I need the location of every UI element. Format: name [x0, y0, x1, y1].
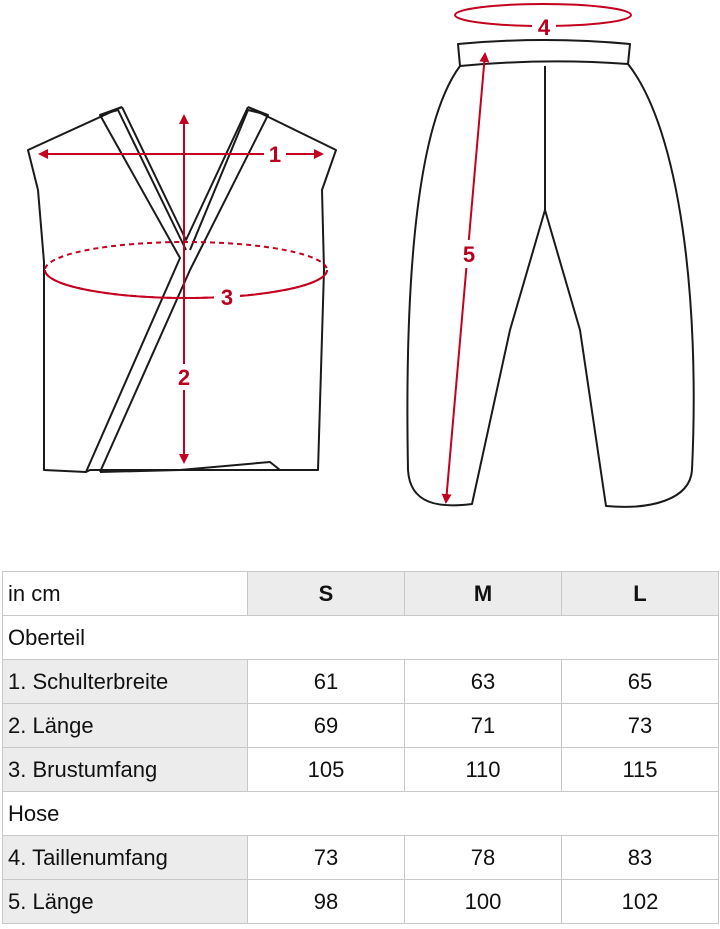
pants-outline: [407, 40, 693, 507]
row-label: 1. Schulterbreite: [3, 660, 248, 704]
section-title-oberteil: Oberteil: [3, 616, 719, 660]
size-header-m: M: [405, 572, 562, 616]
table-header-row: [3, 572, 719, 616]
row-label: 2. Länge: [3, 704, 248, 748]
size-header-s: S: [248, 572, 405, 616]
row-label: 3. Brustumfang: [3, 748, 248, 792]
measure-line-5: [446, 54, 485, 502]
section-title-hose: Hose: [3, 792, 719, 836]
row-label: 4. Taillenumfang: [3, 836, 248, 880]
cell-value: 102: [562, 880, 719, 924]
cell-value: 100: [405, 880, 562, 924]
cell-value: 65: [562, 660, 719, 704]
cell-value: 105: [248, 748, 405, 792]
section-row: [3, 616, 719, 660]
table-row: [3, 660, 719, 704]
table-row: [3, 880, 719, 924]
size-header-l: L: [562, 572, 719, 616]
cell-value: 98: [248, 880, 405, 924]
unit-label: in cm: [3, 572, 248, 616]
measure-label-3: 3: [220, 285, 234, 310]
cell-value: 63: [405, 660, 562, 704]
table-row: [3, 748, 719, 792]
row-label: 5. Länge: [3, 880, 248, 924]
cell-value: 110: [405, 748, 562, 792]
cell-value: 71: [405, 704, 562, 748]
table-row: [3, 836, 719, 880]
measure-label-5: 5: [462, 242, 476, 267]
cell-value: 115: [562, 748, 719, 792]
measure-label-1: 1: [268, 142, 282, 167]
cell-value: 73: [562, 704, 719, 748]
size-table: [2, 571, 719, 924]
measure-label-4: 4: [537, 15, 551, 40]
cell-value: 61: [248, 660, 405, 704]
section-row: [3, 792, 719, 836]
measure-label-2: 2: [177, 365, 191, 390]
table-row: [3, 704, 719, 748]
cell-value: 83: [562, 836, 719, 880]
cell-value: 78: [405, 836, 562, 880]
cell-value: 73: [248, 836, 405, 880]
cell-value: 69: [248, 704, 405, 748]
